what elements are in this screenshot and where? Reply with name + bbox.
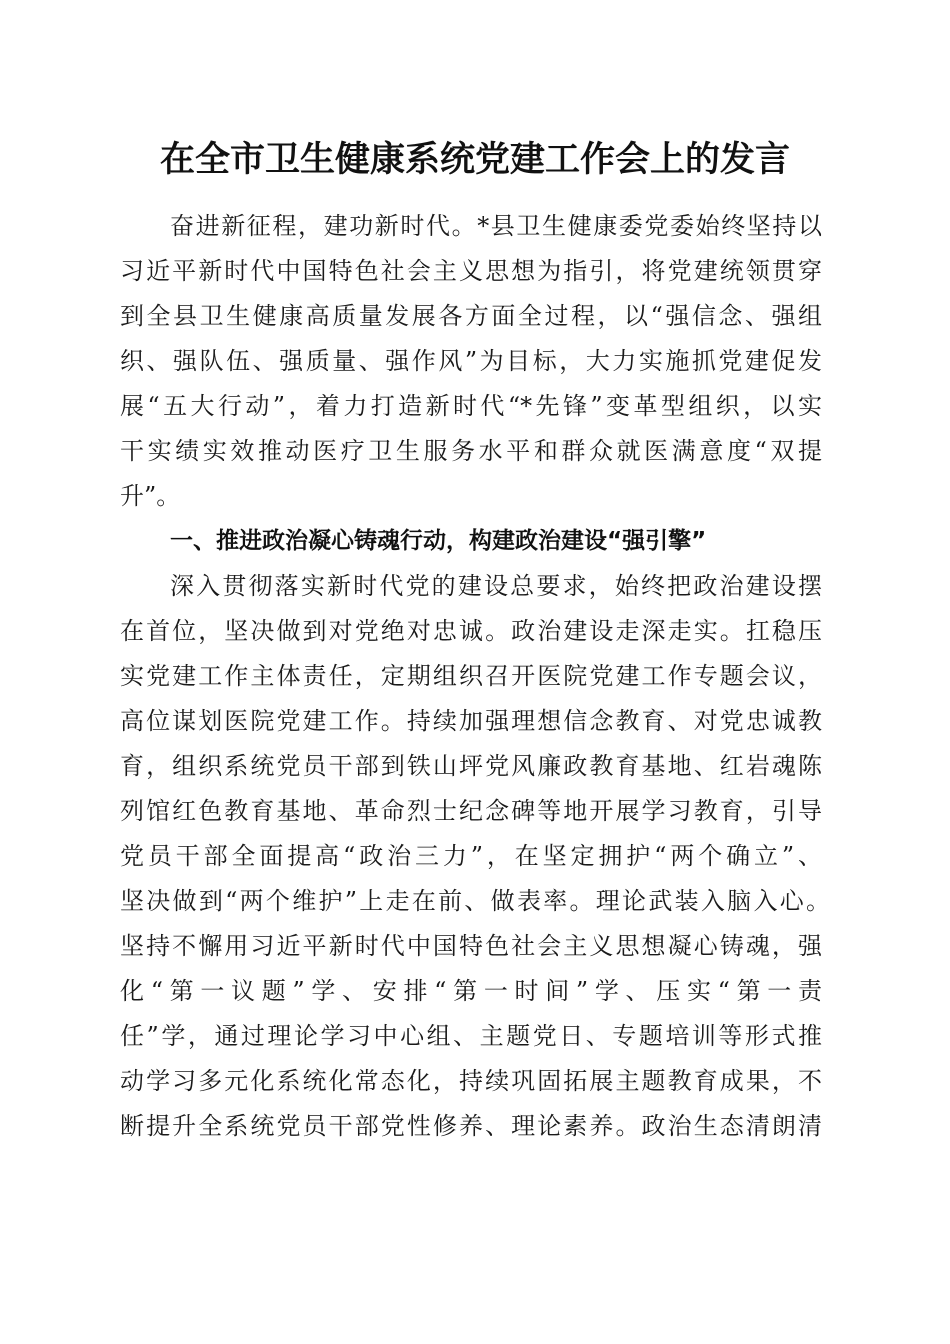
paragraph-line: 高位谋划医院党建工作。持续加强理想信念教育、对党忠诚教 [120,707,822,735]
paragraph-line: 列馆红色教育基地、革命烈士纪念碑等地开展学习教育，引导 [120,797,822,825]
paragraph-line: 在首位，坚决做到对党绝对忠诚。政治建设走深走实。扛稳压 [120,617,822,645]
paragraph-line: 织、强队伍、强质量、强作风”为目标，大力实施抓党建促发 [120,347,822,375]
paragraph-line: 习近平新时代中国特色社会主义思想为指引，将党建统领贯穿 [120,257,822,285]
document-title: 在全市卫生健康系统党建工作会上的发言 [159,139,790,180]
paragraph-line: 育，组织系统党员干部到铁山坪党风廉政教育基地、红岩魂陈 [120,752,822,780]
paragraph-line: 干实绩实效推动医疗卫生服务水平和群众就医满意度“双提 [120,437,822,465]
paragraph-line: 升”。 [120,482,181,510]
paragraph-line: 断提升全系统党员干部党性修养、理论素养。政治生态清朗清 [120,1112,822,1140]
paragraph-line: 实党建工作主体责任，定期组织召开医院党建工作专题会议， [120,662,822,690]
paragraph-line: 展“五大行动”，着力打造新时代“*先锋”变革型组织，以实 [120,392,822,420]
paragraph-line: 任”学，通过理论学习中心组、主题党日、专题培训等形式推 [120,1022,822,1050]
paragraph-line: 坚决做到“两个维护”上走在前、做表率。理论武装入脑入心。 [120,887,830,915]
paragraph-line: 党员干部全面提高“政治三力”，在坚定拥护“两个确立”、 [120,842,822,870]
paragraph-line: 动学习多元化系统化常态化，持续巩固拓展主题教育成果，不 [120,1067,822,1095]
paragraph-line: 奋进新征程，建功新时代。*县卫生健康委党委始终坚持以 [170,212,822,240]
paragraph-line: 坚持不懈用习近平新时代中国特色社会主义思想凝心铸魂，强 [120,932,822,960]
paragraph-line: 到全县卫生健康高质量发展各方面全过程，以“强信念、强组 [120,302,822,330]
paragraph-line: 深入贯彻落实新时代党的建设总要求，始终把政治建设摆 [170,572,822,600]
section-heading: 一、推进政治凝心铸魂行动，构建政治建设“强引擎” [170,528,707,554]
paragraph-line: 化“第一议题”学、安排“第一时间”学、压实“第一责 [120,977,822,1005]
